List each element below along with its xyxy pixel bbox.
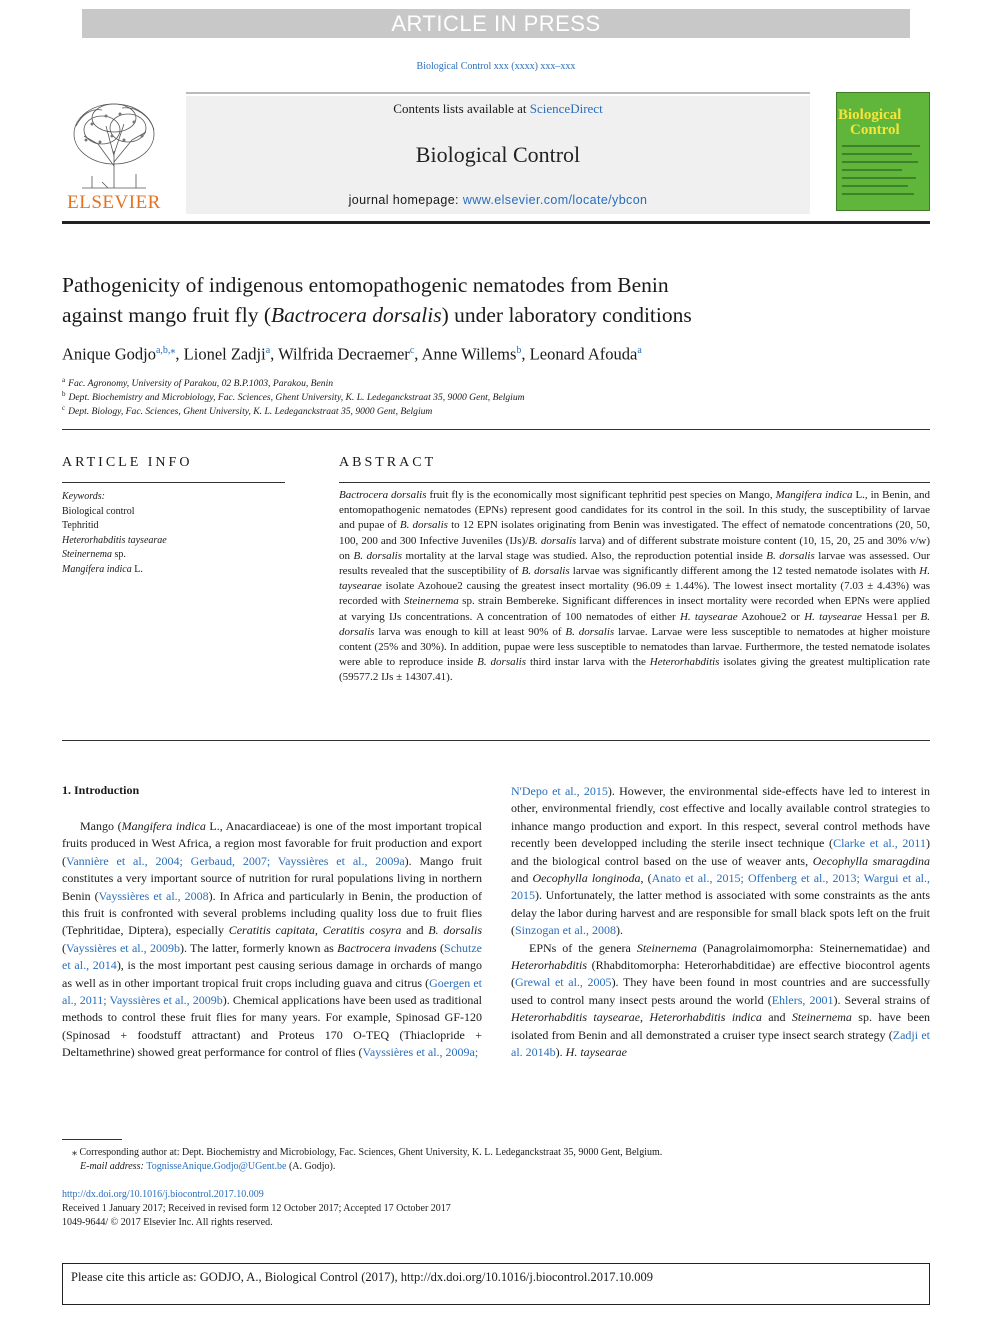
keyword: Steinernema sp. (62, 549, 126, 560)
corresponding-author-note: ⁎ Corresponding author at: Dept. Biochemistry and Microbiology, Fac. Sciences, Ghent University, K. L. Ledeganckstraat 35, 9000 Gent, Belgium. (72, 1147, 663, 1158)
citation-link[interactable]: N'Depo et al., 2015 (511, 784, 608, 798)
section-heading-introduction: 1. Introduction (62, 783, 140, 797)
author[interactable]: Anne Willems (421, 344, 517, 364)
cover-title-line2: Control (850, 122, 900, 138)
received-dates: Received 1 January 2017; Received in revised form 12 October 2017; Accepted 17 October 2017 (62, 1203, 451, 1214)
journal-title: Biological Control (415, 142, 581, 167)
title-line2: against mango fruit fly (Bactrocera dorsalis) under laboratory conditions (62, 303, 692, 327)
header-divider (62, 429, 930, 430)
keywords-block (62, 490, 285, 577)
paragraph: EPNs of the genera Steinernema (Panagrolaimomorpha: Steinernematidae) and Heterorhabditis (Rhabditomorpha: Heterorhabditidae) are effective biocontrol agents (Grewal et al., 2005). They have been found in most countries and are successfully used to control many insect pests around the world (Ehlers, 2001). Several strains of Heterorhabditis taysearae, Heterorhabditis indica and Steinernema sp. have been isolated from Benin and all demonstrated a cruiser type insect search strategy (Zadji et al. 2014b). H. taysearae (511, 940, 931, 1060)
keyword: Biological control (62, 505, 135, 517)
citation-link[interactable]: Ehlers, 2001 (771, 992, 834, 1007)
author-affil-mark[interactable]: a (265, 345, 271, 356)
author[interactable]: Wilfrida Decraemer (278, 344, 410, 364)
author-affil-mark[interactable]: a (637, 345, 642, 356)
keywords-label: Keywords: (62, 491, 105, 502)
journal-homepage (186, 193, 810, 207)
abstract-rule (339, 482, 930, 483)
citation-link[interactable]: Sinzogan et al., 2008 (515, 923, 616, 938)
masthead-bottom-rule (62, 221, 930, 224)
affiliation: $^b$ Dept. Biochemistry and Microbiology, Fac. Sciences, Ghent University, K. L. Ledeganckstraat 35, 9000 Gent, Belgium (62, 390, 525, 404)
contents-prefix: Contents lists available at (393, 101, 530, 116)
author[interactable]: Leonard Afouda (529, 344, 638, 364)
citation-link[interactable]: Vayssières et al., 2009b (66, 940, 180, 955)
masthead-top-rule (186, 92, 810, 94)
sciencedirect-link[interactable]: ScienceDirect (529, 101, 603, 116)
article-info-rule (62, 482, 285, 483)
cover-title (838, 108, 928, 138)
author[interactable]: Anique Godjo (62, 344, 156, 364)
contents-line (186, 101, 810, 117)
homepage-prefix: journal homepage: (348, 193, 463, 207)
body-column-right (511, 783, 930, 1062)
abstract-text: Bactrocera dorsalis fruit fly is the economically most significant tephritid pest species on Mango, Mangifera indica L., in Benin, and entomopathogenic nematodes (EPNs) represent good candidates for its control in the soil. In this study, the susceptibility of larvae and pupae of B. dorsalis to 12 EPN isolates originating from Benin was investigated. The effect of nematode concentrations (20, 50, 100, 200 and 300 Infective Juveniles (IJs)/B. dorsalis larva) and of different substrate moisture content (10, 15, 20, 25 and 30% v/w) on B. dorsalis mortality at the larval stage was studied. Also, the reproduction potential inside B. dorsalis larvae was assessed. Our results revealed that the susceptibility of B. dorsalis larvae was significantly different among the 12 tested nematode isolates with H. taysearae isolate Azohoue2 causing the greatest insect mortality (96.09 ± 1.44%). The lowest insect mortality (7.03 ± 4.43%) was recorded with Steinernema sp. strain Bembereke. Significant differences in insect mortality were recorded when EPNs were applied at varying IJs concentrations. A concentration of 100 nematodes of either H. taysearae Azohoue2 or H. taysearae Hessa1 per B. dorsalis larva was enough to kill at least 90% of B. dorsalis larvae. Larvae were less susceptible to nematodes at higher moisture content (25% and 30%). In addition, pupae were less susceptible to nematodes than larvae. Furthermore, the tested nematode isolates were able to reproduce inside B. dorsalis third instar larva with the Heterorhabditis isolates giving the greatest multiplication rate (59577.2 IJs ± 14307.41). (339, 489, 931, 684)
citation-box (62, 1263, 930, 1305)
article-info-heading: ARTICLE INFO (62, 455, 193, 470)
email-link[interactable]: TognisseAnique.Godjo@UGent.be (146, 1161, 287, 1172)
journal-reference[interactable]: Biological Control xxx (xxxx) xxx–xxx (416, 61, 576, 72)
keyword: Heterorhabditis taysearae (62, 534, 167, 546)
author-list: Anique Godjo$^{a,b,⁎}$, Lionel Zadji$^a$, Wilfrida Decraemer$^c$, Anne Willems$^b$, Leonard Afouda$^a$ (62, 344, 642, 364)
author-affil-mark[interactable]: b (516, 345, 522, 356)
body-column-left (62, 818, 482, 1062)
affiliation: $^c$ Dept. Biology, Fac. Sciences, Ghent University, K. L. Ledeganckstraat 35, 9000 Gent, Belgium (62, 404, 433, 418)
copyright-line: 1049-9644/ © 2017 Elsevier Inc. All rights reserved. (62, 1217, 273, 1228)
author-affil-mark[interactable]: a,b,⁎ (155, 345, 176, 356)
citation-link[interactable]: Vannière et al., 2004; Gerbaud, 2007; Vayssières et al., 2009a (66, 853, 405, 868)
author-affil-mark[interactable]: c (409, 345, 415, 356)
affiliation: $^a$ Fac. Agronomy, University of Parakou, 02 B.P.1003, Parakou, Benin (62, 376, 334, 390)
article-in-press-banner: ARTICLE IN PRESS (82, 9, 910, 38)
keyword: Mangifera indica L. (62, 563, 143, 575)
cover-title-line1: Biological (838, 107, 902, 123)
citation-link[interactable]: Zadji et al. 2014b (511, 1027, 931, 1060)
paragraph: Mango (Mangifera indica L., Anacardiaceae) is one of the most important tropical fruits produced in West Africa, a region most favorable for fruit production and export (Vannière et al., 2004; Gerbaud, 2007; Vayssières et al., 2009a). Mango fruit constitutes a very important source of nutrition for rural populations living in northern Benin (Vayssières et al., 2008). In Africa and particularly in Benin, the production of this fruit is confronted with several problems including quality loss due to fruit flies (Tephritidae, Diptera), especially Ceratitis capitata, Ceratitis cosyra and B. dorsalis (Vayssières et al., 2009b). The latter, formerly known as Bactrocera invadens (Schutze et al., 2014), is the most important pest causing serious damage in orchards of mango as well as in other important tropical fruit crops including guava and citrus (Goergen et al., 2011; Vayssières et al., 2009b). Chemical applications have been used as traditional methods to control these fruit flies for many years. For example, Spinosad GF-120 (Spinosad + foodstuff attractant) and Proteus 170 O-TEQ (Thiaclopride + Deltamethrine) showed great performance for control of flies (Vayssières et al., 2009a; (62, 819, 483, 1060)
cover-text-lines-icon (842, 142, 924, 202)
email-note: E-mail address: TognisseAnique.Godjo@UGent.be (A. Godjo). (80, 1161, 336, 1172)
citation-link[interactable]: Vayssières et al., 2009a; (362, 1045, 479, 1060)
abstract-bottom-divider (62, 740, 930, 741)
citation-link[interactable]: Vayssières et al., 2008 (98, 888, 209, 903)
doi-link[interactable]: http://dx.doi.org/10.1016/j.biocontrol.2017.10.009 (62, 1189, 264, 1200)
abstract-heading: ABSTRACT (339, 455, 437, 470)
citation-link[interactable]: Goergen et al., 2011; Vayssières et al., 2009b (62, 975, 482, 1008)
author[interactable]: Lionel Zadji (183, 344, 266, 364)
publisher-wordmark: ELSEVIER (67, 192, 161, 213)
citation-text: Please cite this article as: GODJO, A., Biological Control (2017), http://dx.doi.org/10.1016/j.biocontrol.2017.10.009 (71, 1270, 654, 1284)
citation-link[interactable]: Schutze et al., 2014 (62, 940, 483, 973)
paragraph: N'Depo et al., 2015). However, the environmental side-effects have led to interest in other, environmental friendly, cost effective and locally available control strategies to inhance mango production and export. In this respect, several control methods have recently been developped including the sterile insect technique (Clarke et al., 2011) and the biological control based on the use of weaver ants, Oecophylla smaragdina and Oecophylla longinoda, (Anato et al., 2015; Offenberg et al., 2013; Wargui et al., 2015). Unfortunately, the latter method is associated with some constraints as the ants delay the labor during harvest and are responsible for small black spots left on the fruit (Sinzogan et al., 2008). (511, 784, 930, 938)
title-line1: Pathogenicity of indigenous entomopathogenic nematodes from Benin (62, 273, 669, 297)
citation-link[interactable]: Anato et al., 2015; Offenberg et al., 2013; Wargui et al., 2015 (511, 871, 930, 903)
article-title (62, 270, 930, 330)
citation-link[interactable]: Grewal et al., 2005 (515, 975, 612, 990)
homepage-link[interactable]: www.elsevier.com/locate/ybcon (462, 193, 648, 207)
footnote-rule (62, 1139, 122, 1140)
keyword: Tephritid (62, 520, 99, 531)
citation-link[interactable]: Clarke et al., 2011 (833, 836, 926, 851)
